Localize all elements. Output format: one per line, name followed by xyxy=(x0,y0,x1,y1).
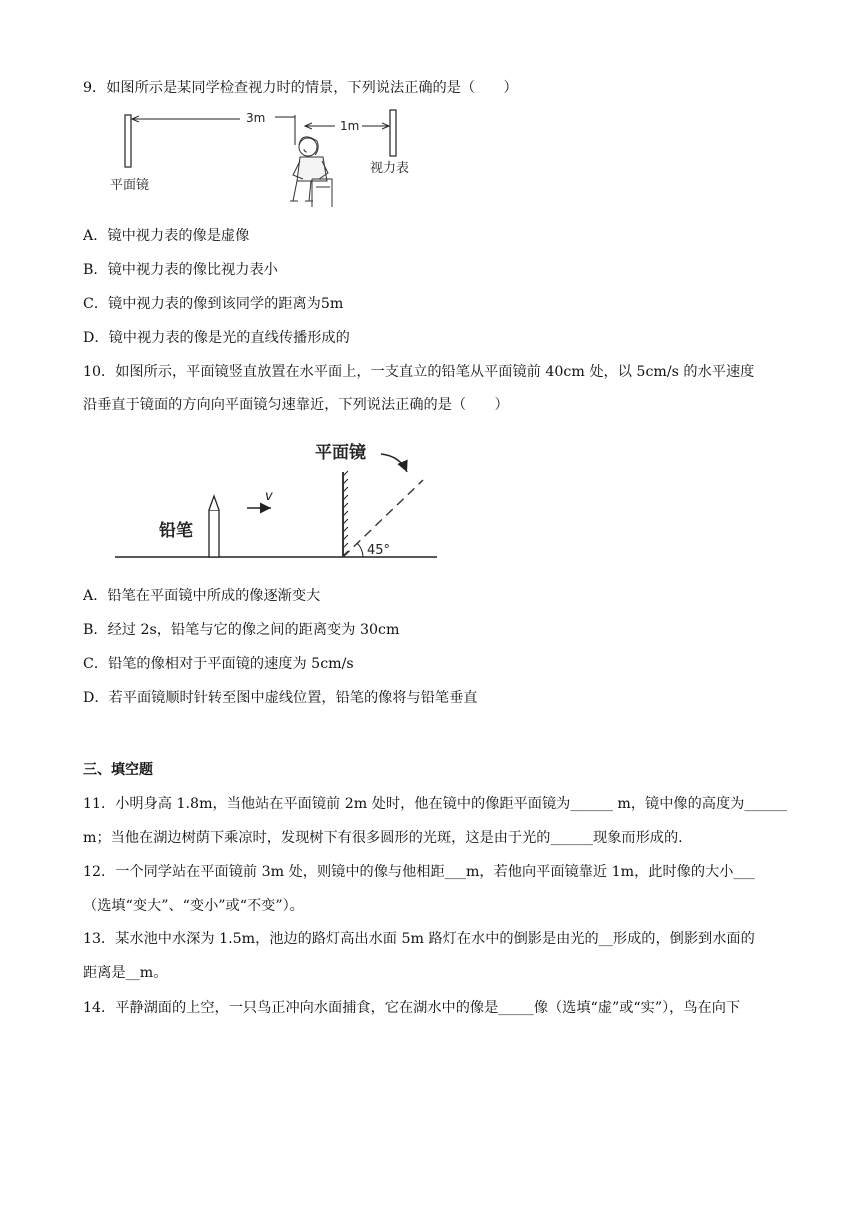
q9-figure xyxy=(100,105,430,220)
dist-1m-label: 1m xyxy=(340,119,360,133)
mirror-shape xyxy=(125,115,131,167)
q12-line1: 12．一个同学站在平面镜前 3m 处，则镜中的像与他相距___m，若他向平面镜靠近 1m，此时像的大小___ xyxy=(83,864,755,880)
q9-option-b: B．镜中视力表的像比视力表小 xyxy=(83,262,278,278)
angle-label: 45° xyxy=(367,543,391,558)
angle-arc xyxy=(357,543,363,557)
pencil-label: 铅笔 xyxy=(159,521,193,541)
q9-option-a: A．镜中视力表的像是虚像 xyxy=(83,228,250,244)
q10-figure xyxy=(115,438,445,563)
student-figure xyxy=(290,137,332,207)
q9-stem: 9．如图所示是某同学检查视力时的情景，下列说法正确的是（ ） xyxy=(83,80,518,96)
mirror-shape xyxy=(343,471,348,557)
q10-option-a: A．铅笔在平面镜中所成的像逐渐变大 xyxy=(83,588,321,604)
dist-3m-label: 3m xyxy=(246,111,266,125)
eye-chart-shape xyxy=(390,110,396,156)
q9-option-d: D．镜中视力表的像是光的直线传播形成的 xyxy=(83,330,350,346)
pencil-shape xyxy=(209,496,219,557)
q11-line1: 11．小明身高 1.8m，当他站在平面镜前 2m 处时，他在镜中的像距平面镜为______ m，镜中像的高度为______ xyxy=(83,796,787,812)
eye-chart-label: 视力表 xyxy=(370,161,410,176)
q9-option-c: C．镜中视力表的像到该同学的距离为5m xyxy=(83,296,344,312)
q14-line1: 14．平静湖面的上空，一只鸟正冲向水面捕食，它在湖水中的像是_____像（选填“虚”或“实”），鸟在向下 xyxy=(83,1000,741,1016)
velocity-label: v xyxy=(265,489,273,504)
q11-line2: m；当他在湖边树荫下乘凉时，发现树下有很多圆形的光斑，这是由于光的______现象而形成的. xyxy=(83,830,683,846)
q10-option-c: C．铅笔的像相对于平面镜的速度为 5cm/s xyxy=(83,656,354,672)
q13-line1: 13．某水池中水深为 1.5m，池边的路灯高出水面 5m 路灯在水中的倒影是由光的__形成的，倒影到水面的 xyxy=(83,931,755,947)
q10-stem-line1: 10．如图所示，平面镜竖直放置在水平面上，一支直立的铅笔从平面镜前 40cm 处，以 5cm/s 的水平速度 xyxy=(83,364,755,380)
q13-line2: 距离是__m。 xyxy=(83,965,168,981)
mirror-label: 平面镜 xyxy=(315,443,366,463)
mirror-label: 平面镜 xyxy=(110,178,150,193)
rotation-arrow xyxy=(381,454,407,472)
q10-option-b: B．经过 2s，铅笔与它的像之间的距离变为 30cm xyxy=(83,622,400,638)
q12-line2: （选填“变大”、“变小”或“不变”）。 xyxy=(83,898,304,914)
section-heading: 三、填空题 xyxy=(83,762,153,778)
q10-option-d: D．若平面镜顺时针转至图中虚线位置，铅笔的像将与铅笔垂直 xyxy=(83,690,478,706)
q10-stem-line2: 沿垂直于镜面的方向向平面镜匀速靠近，下列说法正确的是（ ） xyxy=(83,397,509,413)
